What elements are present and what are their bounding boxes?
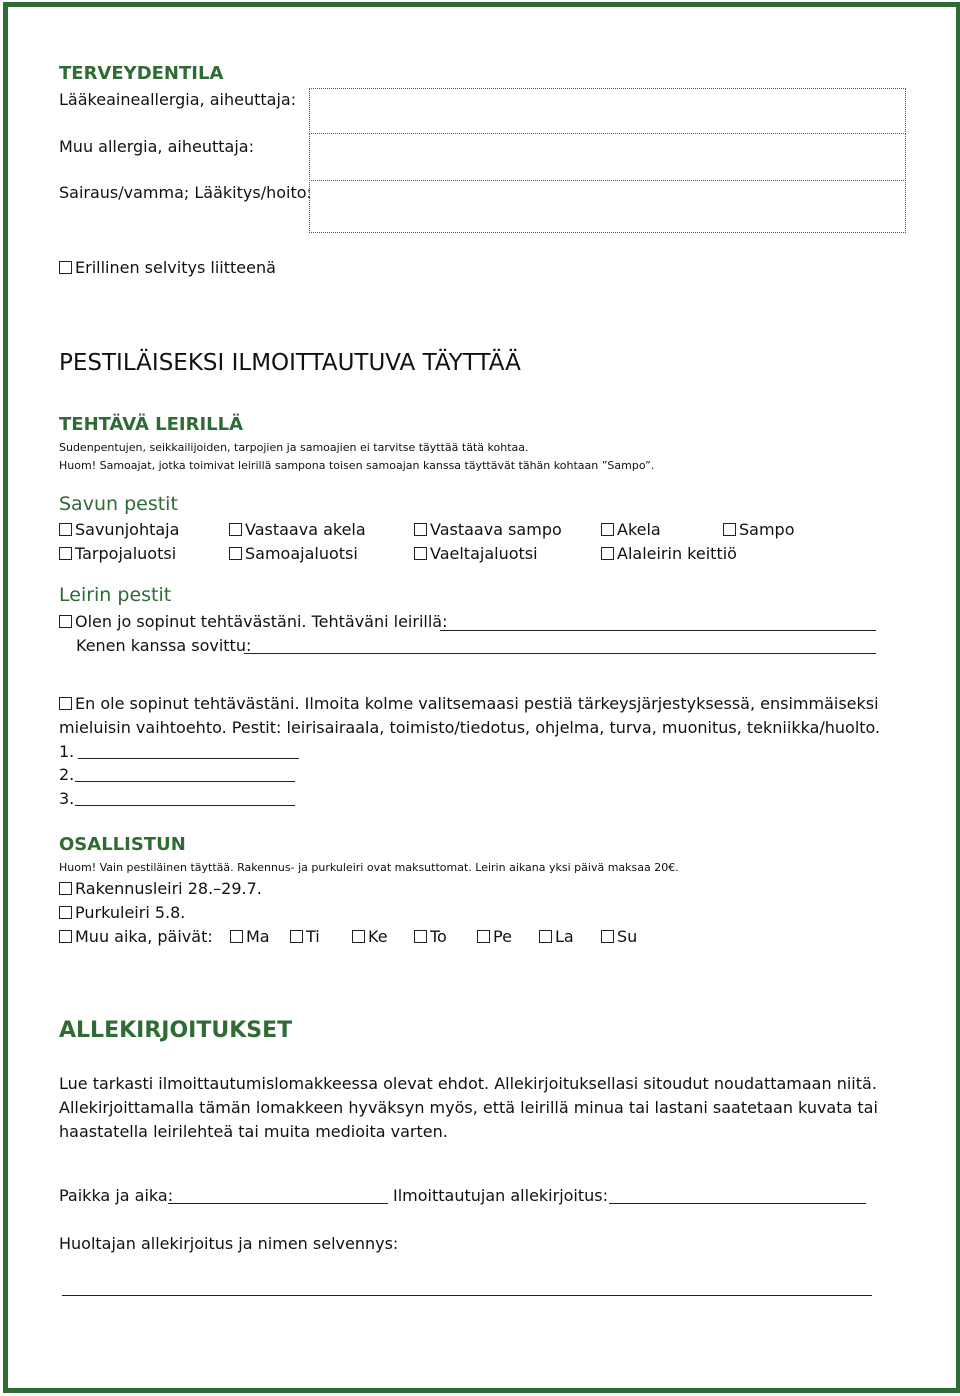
place-line[interactable] <box>168 1203 388 1204</box>
pest-title: PESTILÄISEKSI ILMOITTAUTUVA TÄYTTÄÄ <box>59 350 521 376</box>
option-label: Tarpojaluotsi <box>75 544 177 563</box>
attachment-label: Erillinen selvitys liitteenä <box>75 258 276 277</box>
checkbox[interactable] <box>352 930 365 943</box>
choice-1-line[interactable] <box>78 758 299 759</box>
checkbox[interactable] <box>601 523 614 536</box>
other-time-option[interactable] <box>59 927 213 946</box>
checkbox[interactable] <box>414 930 427 943</box>
option-label: Savunjohtaja <box>75 520 180 539</box>
option-label: Vastaava sampo <box>430 520 562 539</box>
illness-label: Sairaus/vamma; Lääkitys/hoito: <box>59 183 312 202</box>
checkbox[interactable] <box>59 547 72 560</box>
sign-title: ALLEKIRJOITUKSET <box>59 1018 293 1043</box>
teardown-option[interactable] <box>59 903 185 922</box>
signature-line[interactable] <box>609 1203 866 1204</box>
day-option[interactable] <box>290 927 320 946</box>
not-agreed-text: mieluisin vaihtoehto. Pestit: leirisairaala, toimisto/tiedotus, ohjelma, turva, muonitus, tekniikka/huolto. <box>59 718 881 737</box>
savu-title: Savun pestit <box>59 493 178 515</box>
day-label: Su <box>617 927 638 946</box>
day-option[interactable] <box>230 927 270 946</box>
attachment-option[interactable] <box>59 258 276 277</box>
other-allergy-label: Muu allergia, aiheuttaja: <box>59 137 254 156</box>
place-label: Paikka ja aika: <box>59 1186 174 1205</box>
guardian-line[interactable] <box>62 1295 872 1296</box>
illness-field[interactable] <box>309 180 906 233</box>
sign-text-2: Allekirjoittamalla tämän lomakkeen hyväksyn myös, että leirillä minua tai lastani saatetaan kuvata tai <box>59 1098 878 1117</box>
checkbox[interactable] <box>539 930 552 943</box>
guardian-label: Huoltajan allekirjoitus ja nimen selvennys: <box>59 1234 399 1253</box>
med-allergy-field[interactable] <box>309 88 906 134</box>
checkbox[interactable] <box>59 906 72 919</box>
choice-3: 3. <box>59 789 75 808</box>
task-note-2: Huom! Samoajat, jotka toimivat leirillä sampona toisen samoajan kanssa täyttävät tähän kohtaan ”Sampo”. <box>59 459 655 472</box>
checkbox[interactable] <box>601 547 614 560</box>
checkbox[interactable] <box>59 697 72 710</box>
checkbox[interactable] <box>477 930 490 943</box>
option-label: Vaeltajaluotsi <box>430 544 538 563</box>
other-allergy-field[interactable] <box>309 133 906 181</box>
checkbox[interactable] <box>229 547 242 560</box>
checkbox[interactable] <box>59 615 72 628</box>
checkbox[interactable] <box>59 882 72 895</box>
choice-2-line[interactable] <box>75 781 295 782</box>
day-label: Ke <box>368 927 388 946</box>
other-time-label: Muu aika, päivät: <box>75 927 213 946</box>
checkbox[interactable] <box>414 523 427 536</box>
checkbox[interactable] <box>414 547 427 560</box>
task-title: TEHTÄVÄ LEIRILLÄ <box>59 414 244 435</box>
savu-option[interactable] <box>59 544 176 563</box>
checkbox[interactable] <box>59 930 72 943</box>
checkbox[interactable] <box>723 523 736 536</box>
day-label: To <box>430 927 447 946</box>
with-whom-line[interactable] <box>244 653 876 654</box>
day-option[interactable] <box>601 927 637 946</box>
option-label: Vastaava akela <box>245 520 366 539</box>
savu-option[interactable] <box>229 544 358 563</box>
teardown-label: Purkuleiri 5.8. <box>75 903 186 922</box>
checkbox[interactable] <box>290 930 303 943</box>
option-label: Alaleirin keittiö <box>617 544 737 563</box>
med-allergy-label: Lääkeaineallergia, aiheuttaja: <box>59 90 297 109</box>
option-label: Sampo <box>739 520 795 539</box>
agreed-option[interactable] <box>59 612 447 631</box>
with-whom-label: Kenen kanssa sovittu: <box>76 636 252 655</box>
option-label: Akela <box>617 520 661 539</box>
day-label: La <box>555 927 574 946</box>
build-label: Rakennusleiri 28.–29.7. <box>75 879 262 898</box>
checkbox[interactable] <box>229 523 242 536</box>
not-agreed-label: En ole sopinut tehtävästäni. Ilmoita kolme valitsemaasi pestiä tärkeysjärjestyksessä, ensimmäiseksi <box>75 694 879 713</box>
savu-option[interactable] <box>414 544 538 563</box>
agreed-label: Olen jo sopinut tehtävästäni. Tehtäväni leirillä: <box>75 612 448 631</box>
choice-2: 2. <box>59 765 75 784</box>
sign-text-1: Lue tarkasti ilmoittautumislomakkeessa olevat ehdot. Allekirjoituksellasi sitoudut noudattamaan niitä. <box>59 1074 877 1093</box>
attend-title: OSALLISTUN <box>59 834 186 855</box>
choice-3-line[interactable] <box>75 805 295 806</box>
not-agreed-option[interactable] <box>59 694 879 713</box>
health-title: TERVEYDENTILA <box>59 63 224 84</box>
savu-option[interactable] <box>723 520 795 539</box>
signature-label: Ilmoittautujan allekirjoitus: <box>393 1186 609 1205</box>
savu-option[interactable] <box>414 520 562 539</box>
choice-1: 1. <box>59 742 75 761</box>
savu-option[interactable] <box>229 520 366 539</box>
task-line[interactable] <box>440 630 876 631</box>
day-label: Pe <box>493 927 512 946</box>
attend-note: Huom! Vain pestiläinen täyttää. Rakennus- ja purkuleiri ovat maksuttomat. Leirin aikana yksi päivä maksaa 20€. <box>59 861 679 874</box>
build-option[interactable] <box>59 879 262 898</box>
sign-text-3: haastatella leirilehteä tai muita medioita varten. <box>59 1122 448 1141</box>
day-option[interactable] <box>477 927 512 946</box>
task-note-1: Sudenpentujen, seikkailijoiden, tarpojien ja samoajien ei tarvitse täyttää tätä kohtaa. <box>59 441 529 454</box>
day-label: Ti <box>306 927 320 946</box>
savu-option[interactable] <box>601 544 737 563</box>
checkbox[interactable] <box>59 523 72 536</box>
checkbox[interactable] <box>230 930 243 943</box>
option-label: Samoajaluotsi <box>245 544 358 563</box>
checkbox[interactable] <box>601 930 614 943</box>
savu-option[interactable] <box>601 520 661 539</box>
savu-option[interactable] <box>59 520 179 539</box>
day-option[interactable] <box>352 927 388 946</box>
leiri-title: Leirin pestit <box>59 584 172 606</box>
checkbox[interactable] <box>59 261 72 274</box>
day-option[interactable] <box>414 927 447 946</box>
day-label: Ma <box>246 927 270 946</box>
day-option[interactable] <box>539 927 574 946</box>
